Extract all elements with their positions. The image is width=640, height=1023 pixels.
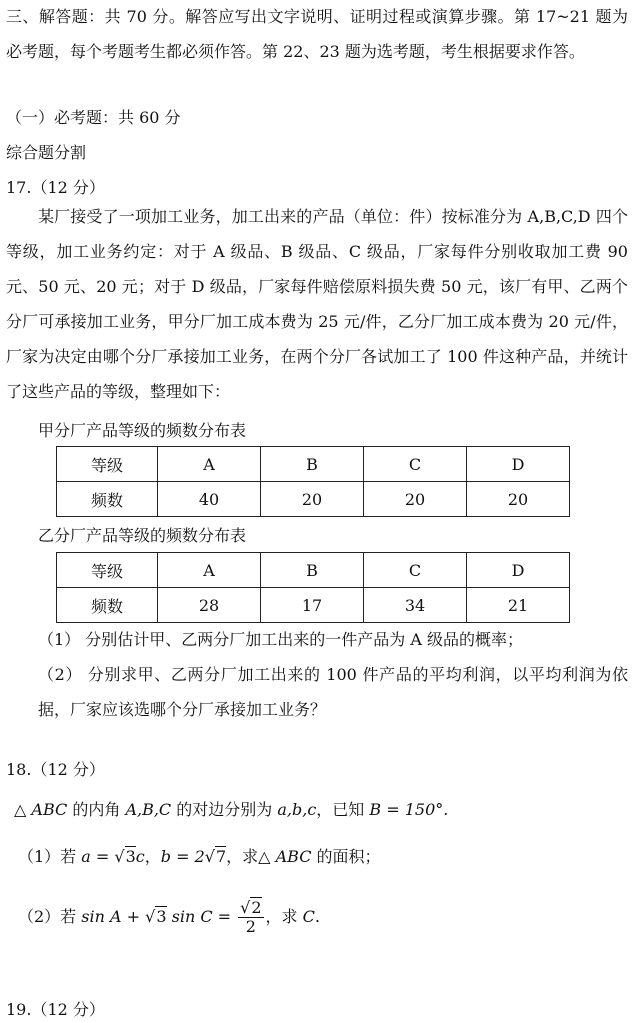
q18-sub1-triangle: ABC: [275, 847, 312, 866]
q18-triangle: ABC: [31, 800, 68, 819]
table-cell: 20: [364, 482, 467, 517]
q18-sub2-num-radicand: 2: [251, 898, 262, 917]
q18-sub1: （1）若 a = √3c，b = 2√7，求△ ABC 的面积；: [18, 847, 381, 866]
q18-sub2-denominator: 2: [245, 917, 256, 936]
section-intro: 三、解答题：共 70 分。解答应写出文字说明、证明过程或演算步骤。第 17~21 题为必考题，每个考题考生都必须作答。第 22、23 题为选考题，考生根据要求作答。: [6, 7, 628, 61]
q17-table-a: [56, 446, 570, 517]
q17-number: 17.（12 分）: [6, 178, 105, 197]
q18-stem-text: △: [14, 800, 32, 819]
q18-sub2-numerator: √2: [240, 898, 262, 917]
table-cell: D: [467, 553, 570, 588]
q18-stem: [14, 800, 448, 820]
q17-sub2: （2） 分别求甲、乙两分厂加工出来的 100 件产品的平均利润，以平均利润为依据，厂家应该选哪个分厂承接加工业务？: [38, 665, 628, 719]
table-cell: C: [364, 447, 467, 482]
q17-table-b-caption: 乙分厂产品等级的频数分布表: [38, 526, 247, 545]
section-divider-label: 综合题分割: [6, 143, 87, 162]
q18-sub1-text: （1）若: [18, 847, 82, 866]
table-header-row: [57, 553, 570, 588]
table-cell: 40: [158, 482, 261, 517]
table-header-row: [57, 447, 570, 482]
table-row: [57, 588, 570, 623]
q18-sub1-eq2-lhs: b = 2: [160, 847, 205, 866]
q18-sub2-lhs-radicand: 3: [156, 907, 167, 926]
q18-sub2-lhs-a: sin A +: [81, 907, 146, 926]
table-cell: D: [467, 447, 570, 482]
table-cell: A: [158, 553, 261, 588]
table-cell: 21: [467, 588, 570, 623]
table-cell: A: [158, 447, 261, 482]
table-cell: C: [364, 553, 467, 588]
q18-sub2-lhs-b: sin C =: [166, 907, 237, 926]
table-cell: 20: [467, 482, 570, 517]
q17-table-b: [56, 552, 570, 623]
q17-body: 某厂接受了一项加工业务，加工出来的产品（单位：件）按标准分为 A,B,C,D 四个等级，加工业务约定：对于 A 级品、B 级品、C 级品，厂家每件分别收取加工费 90 元、50 元、20 元；对于 D 级品，厂家每件赔偿原料损失费 50 元，该厂有甲、乙两个分厂可承接加工业务，甲分厂加工成本费为 25 元/件，乙分厂加工成本费为 20 元/件，厂家为决定由哪个分厂承接加工业务，在两个分厂各试加工了 100 件这种产品，并统计了这些产品的等级，整理如下：: [6, 207, 628, 401]
table-cell: B: [261, 553, 364, 588]
q18-sub2-fraction: [238, 899, 263, 936]
table-cell: 频数: [57, 482, 158, 517]
table-cell: 34: [364, 588, 467, 623]
table-cell: 等级: [57, 447, 158, 482]
q18-sub1-eq1-radicand: 3: [125, 847, 136, 866]
table-cell: 等级: [57, 553, 158, 588]
q18-sub1-eq2-radicand: 7: [215, 847, 227, 866]
q18-sub2-target: C: [302, 907, 315, 926]
q18-given: B = 150°.: [369, 800, 449, 819]
q18-sub1-eq1-var: c: [135, 847, 145, 866]
table-cell: 28: [158, 588, 261, 623]
table-cell: 17: [261, 588, 364, 623]
q18-sub1-eq1-lhs: a =: [81, 847, 115, 866]
q18-sides: a,b,c: [277, 800, 317, 819]
q18-angles: A,B,C: [125, 800, 172, 819]
q18-sub2-text: .: [314, 907, 320, 926]
q18-number: 18.（12 分）: [6, 760, 105, 779]
q18-sub1-text: ，: [144, 847, 161, 866]
q18-sub2-text: ，求: [265, 907, 303, 926]
q18-sub2-text: （2）若: [18, 907, 82, 926]
q18-stem-text: 的对边分别为: [171, 800, 278, 819]
table-cell: 频数: [57, 588, 158, 623]
q18-sub2: （2）若 sin A + √3 sin C = $\frac{√2}{2}$ ，求 C.: [18, 898, 320, 936]
q17-sub1: （1） 分别估计甲、乙两分厂加工出来的一件产品为 A 级品的概率；: [38, 630, 523, 649]
table-row: [57, 482, 570, 517]
q17-table-a-caption: 甲分厂产品等级的频数分布表: [38, 421, 247, 440]
required-heading: （一）必考题：共 60 分: [6, 108, 181, 127]
q18-stem-text: ，已知: [316, 800, 370, 819]
q19-number: 19.（12 分）: [6, 1000, 105, 1019]
q18-sub1-text: 的面积；: [311, 847, 381, 866]
table-cell: B: [261, 447, 364, 482]
table-cell: 20: [261, 482, 364, 517]
q18-stem-text: 的内角: [67, 800, 126, 819]
q18-sub1-text: ，求△: [226, 847, 276, 866]
